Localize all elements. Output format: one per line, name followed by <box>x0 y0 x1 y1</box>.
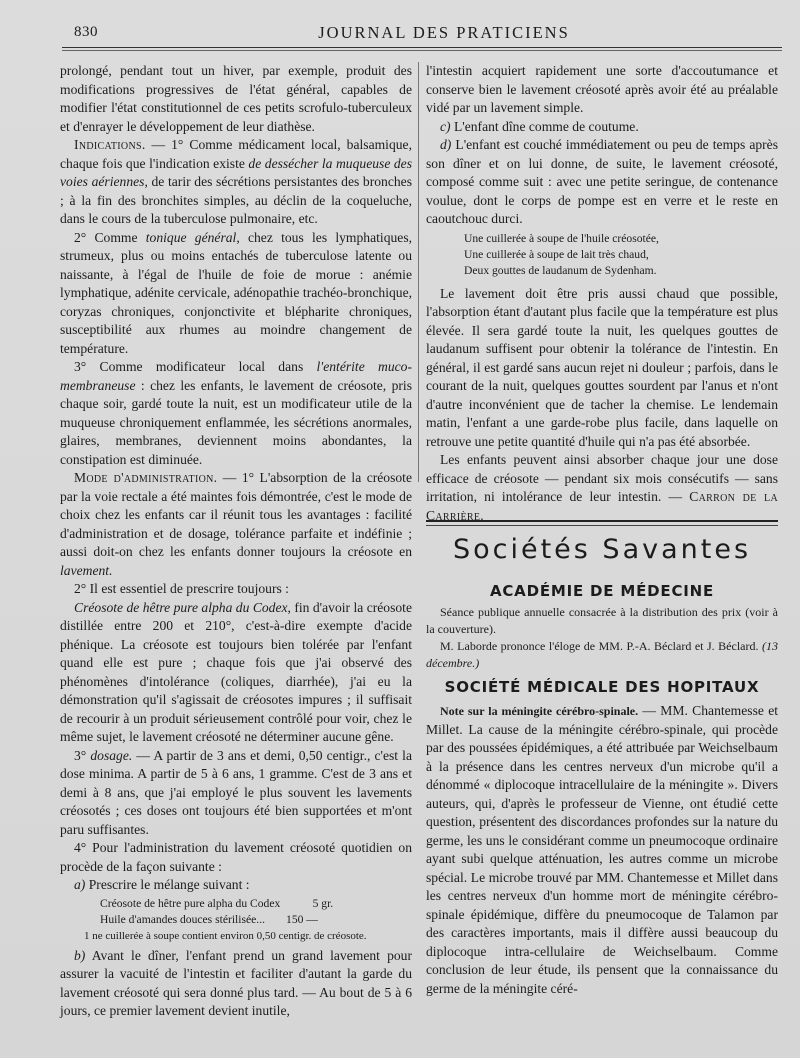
emphasis: l'entérite muco-membraneuse <box>60 359 412 393</box>
recipe-quantity: 5 gr. <box>312 896 334 910</box>
paragraph <box>60 747 412 840</box>
recipe-block <box>60 896 412 944</box>
paragraph: Le lavement doit être pris aussi chaud que possible, l'absorption étant d'autant plus facile que la température est plus élevée. Il sera gardé toute la nuit, les quelques gouttes de laudanum suffisent pour obtenir la tolérance de l'intestin. En général, il est gardé sans aucun rejet ni douleur ; parfois, dans le courant de la nuit, quelques gouttes sourdent par l'anus et n'ont d'autre inconvénient que de tacher la chemise. Le lendemain matin, l'enfant a une garde-robe plus facile, dans laquelle on retrouve une petite quantité d'huile qui n'a pas été absorbée. <box>426 285 778 449</box>
header-rule <box>62 47 782 48</box>
paragraph-text: L'enfant est couché immédiatement ou peu de temps après son dîner et on lui donne, de suite, le lavement créosoté, composé comme suit : avec une petite seringue, de contenance voulue, dont le corps de pompe est en verre et le reste en caoutchouc durci. <box>426 137 778 226</box>
recipe-line <box>100 912 412 928</box>
emphasis: a) <box>74 877 86 892</box>
date: (13 décembre.) <box>426 639 778 670</box>
section-label: Mode d'administration. <box>74 470 218 485</box>
paragraph: l'intestin acquiert rapidement une sorte d'accoutumance et conserve bien le lavement créosoté après avoir été au préalable vidé par un lavement simple. <box>426 63 778 115</box>
section-title: Sociétés Savantes <box>452 534 752 565</box>
paragraph: Séance publique annuelle consacrée à la distribution des prix (voir à la couverture). <box>426 605 778 636</box>
formula-line: Une cuillerée à soupe de lait très chaud, <box>464 247 649 261</box>
paragraph <box>60 599 412 747</box>
paragraph <box>426 118 778 137</box>
paragraph: prolongé, pendant tout un hiver, par exemple, produit des modifications progressives de l'état général, capables de modifier l'état constitutionnel de ces petits scrofulo-tuberculeux et d'enrayer le développement de leur diathèse. <box>60 63 412 134</box>
formula-line: Deux gouttes de laudanum de Sydenham. <box>464 263 657 277</box>
paragraph-text: Prescrire le mélange suivant : <box>85 877 250 892</box>
article-lead: Note sur la méningite cérébro-spinale. <box>440 704 639 718</box>
section-label: Indications. <box>74 137 146 152</box>
running-head <box>62 22 780 44</box>
journal-title: JOURNAL DES PRATICIENS <box>318 23 570 42</box>
recipe-note: 1 ne cuillerée à soupe contient environ 0,50 centigr. de créosote. <box>84 929 367 942</box>
paragraph-text: : chez les enfants, le lavement de créosote, pris chaque soir, gardé toute la nuit, est un modificateur utile de la muqueuse chroniquement enflammée, les sécrétions anormales, glaires, membranes, deviennent moins abondantes, la constipation est diminuée. <box>60 377 412 467</box>
paragraph-text: — A partir de 3 ans et demi, 0,50 centigr., c'est la dose minima. A partir de 5 à 6 ans, 1 gramme. C'est de 3 ans et demi à 8 ans, que j'ai employé le plus souvent les lavements créosotés ; ces doses ont toujours été bien supportées et m'ont paru suffisantes. <box>60 747 412 837</box>
recipe-ingredient: Huile d'amandes douces stérilisée... <box>100 912 265 926</box>
paragraph-text: , de tarir des sécrétions persistantes des bronches ; à la fin des bronchites simples, au déclin de la coqueluche, dans le cours de la tuberculose pulmonaire, etc. <box>60 174 412 226</box>
column-divider <box>418 62 419 482</box>
header-rule-second <box>62 50 782 51</box>
paragraph <box>426 702 778 998</box>
paragraph-text: prononce l'éloge de MM. P.-A. Béclard et J. Béclard. <box>497 639 762 653</box>
paragraph-text: Les enfants peuvent ainsi absorber chaque jour une dose efficace de créosote — pendant six mois consécutifs — sans irritation, ni intolérance de leur intestin. — <box>426 452 778 504</box>
emphasis: c) <box>440 118 451 134</box>
paragraph <box>426 136 778 229</box>
paragraph <box>426 451 778 525</box>
left-column <box>60 62 412 1021</box>
paragraph <box>60 358 412 469</box>
societe-medicale-heading: SOCIÉTÉ MÉDICALE DES HOPITAUX <box>444 678 760 696</box>
paragraph-text: — 1° Comme médicament local, balsamique, chaque fois que l'indication existe <box>60 137 412 171</box>
emphasis: d) <box>440 137 452 152</box>
emphasis: de dessécher la muqueuse des voies aériennes <box>60 155 412 189</box>
emphasis: dosage. <box>90 747 133 763</box>
page-number: 830 <box>74 24 98 40</box>
author-signature: Carron de la Carrière. <box>426 489 778 523</box>
emphasis: b) <box>74 947 86 963</box>
formula-line: Une cuillerée à soupe de l'huile créosotée, <box>464 231 659 245</box>
author-name: M. Laborde <box>440 639 498 653</box>
paragraph-text: 3° <box>74 747 91 763</box>
recipe-line <box>100 896 412 912</box>
recipe-quantity: 150 — <box>286 912 318 926</box>
emphasis: lavement. <box>60 562 113 578</box>
paragraph <box>60 229 412 359</box>
academie-body <box>426 604 778 672</box>
paragraph-text: 3° Comme modificateur local dans <box>74 359 317 374</box>
paragraph-text: Avant le dîner, l'enfant prend un grand lavement pour assurer la vacuité de l'intestin et faciliter d'autant la garde du lavement créosoté qui sera donné plus tard. — Au bout de 5 à 6 jours, ce premier lavement devient inutile, <box>60 947 412 1018</box>
right-column <box>426 62 778 525</box>
formula-block <box>426 231 778 279</box>
paragraph-text: 2° Comme <box>74 229 146 245</box>
emphasis: tonique général <box>145 229 237 245</box>
recipe-ingredient: Créosote de hêtre pure alpha du Codex <box>100 896 281 910</box>
section-rule-top-thin <box>426 525 778 526</box>
paragraph-mode-administration <box>60 469 412 580</box>
societe-medicale-body <box>426 702 778 998</box>
paragraph <box>60 947 412 1021</box>
paragraph: 2° Il est essentiel de prescrire toujours : <box>74 581 289 596</box>
paragraph-text: , chez tous les lymphatiques, strumeux, plus ou moins entachés de tuberculose latente ou naissante, à l'égal de l'huile de foie de morue : anémie lymphatique, adénite cervicale, adénopathie trachéo-bronchique, coryzas chroniques, conjonctivite et blépharite chroniques, susceptibilité aux rhumes au moindre changement de température. <box>60 229 413 356</box>
paragraph-indications <box>60 136 412 229</box>
paragraph-text: — 1° L'absorption de la créosote par la voie rectale a été maintes fois démontrée, c'est le mode de choix chez les enfants car il réunit tous les avantages : facilité d'administration et de dosage, tolérance parfaite et indéfinie ; aussi doit-on chez les enfants donner toujours la créosote en <box>60 470 412 559</box>
paragraph <box>60 876 412 895</box>
paragraph: 4° Pour l'administration du lavement créosoté quotidien on procède de la façon suivante : <box>60 840 412 874</box>
academie-heading: ACADÉMIE DE MÉDECINE <box>489 582 715 600</box>
emphasis: Créosote de hêtre pure alpha du Codex <box>74 599 288 615</box>
paragraph <box>426 638 778 672</box>
paragraph-text: La cause de la méningite cérébro-spinale, qui procède par des poussées épidémiques, a été attribuée par Weichselbaum à la présence dans les centres nerveux d'un microbe qu'il a dénommé « diplocoque intracellulaire de la méningite ». Divers auteurs, qui, d'après le professeur de Vienne, ont étudié cette question, présentent des discordances profondes sur la nature du germe, les uns le considérant comme un pneumocoque ordinaire ayant subi quelque atténuation, les autres comme un microbe spécial. Le microbe trouvé par MM. Chantemesse et Millet dans les centres nerveux d'un homme mort de méningite cérébro-spinale épidémique, diffère du pneumocoque de Talamon par des caractères importants, mais il diffère aussi beaucoup du diplocoque intra-cellulaire de Weichselbaum. Comme conclusion de leur étude, ils pensent que la connaissance du germe de la méningite céré- <box>426 721 778 996</box>
article-authors: — MM. Chantemesse et Millet. <box>426 703 779 737</box>
paragraph-text: , fin d'avoir la créosote distillée entre 200 et 210°, c'est-à-dire exempte d'acide phénique. La créosote est toujours bien tolérée par l'enfant quand elle est pure ; chaque fois que j'ai observé des phénomènes d'intolérance (coliques, diarrhée), j'ai eu la démonstration qu'il s'agissait de créosotes impures ; il suffisait de recourir à un produit sérieusement contrôlé pour voir, chez le même sujet, le lavement créosoté ne déterminer aucune gêne. <box>60 599 412 744</box>
section-rule-top <box>426 520 778 522</box>
paragraph-text: L'enfant dîne comme de coutume. <box>450 118 639 134</box>
